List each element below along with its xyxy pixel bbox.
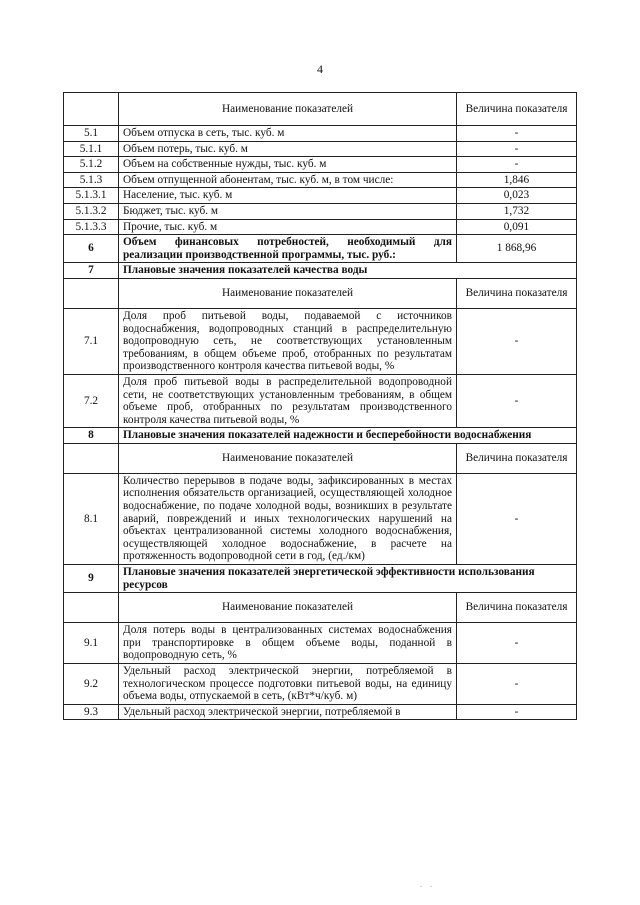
section-row <box>64 428 577 444</box>
row-number: 8.1 <box>64 473 119 564</box>
row-value: 0,091 <box>457 219 577 235</box>
row-number: 9.2 <box>64 664 119 705</box>
table-row <box>64 235 577 263</box>
header-num-cell <box>64 593 119 623</box>
section-number: 9 <box>64 565 119 593</box>
row-value: - <box>457 308 577 374</box>
page-number: 4 <box>317 62 323 76</box>
table-header-row <box>64 93 577 126</box>
row-name: Прочие, тыс. куб. м <box>119 219 457 235</box>
table-row <box>64 623 577 664</box>
row-number: 5.1.3.3 <box>64 219 119 235</box>
row-value: - <box>457 126 577 142</box>
row-name: Объем отпуска в сеть, тыс. куб. м <box>119 126 457 142</box>
row-value: - <box>457 473 577 564</box>
header-num-cell <box>64 443 119 473</box>
row-value: 1 868,96 <box>457 235 577 263</box>
header-num-cell <box>64 278 119 308</box>
section-row <box>64 565 577 593</box>
table-row <box>64 219 577 235</box>
row-name: Доля проб питьевой воды, подаваемой с источников водоснабжения, водопроводных станций в распределительную водопроводную сеть, не соответствующих установленным требованиям, в общем объеме проб, отобранных по результатам производственного контроля качества питьевой воды, % <box>119 308 457 374</box>
row-name: Удельный расход электрической энергии, потребляемой в <box>119 704 457 720</box>
table-header-row <box>64 593 577 623</box>
header-name-cell: Наименование показателей <box>119 443 457 473</box>
row-value: - <box>457 157 577 173</box>
row-number: 5.1.3 <box>64 172 119 188</box>
row-value: 0,023 <box>457 188 577 204</box>
row-value: - <box>457 141 577 157</box>
header-num-cell <box>64 93 119 126</box>
section-number: 8 <box>64 428 119 444</box>
row-name: Объем финансовых потребностей, необходимый для реализации производственной программы, тыс. руб.: <box>119 235 457 263</box>
section-title: Плановые значения показателей энергетической эффективности использования ресурсов <box>119 565 577 593</box>
table-header-row <box>64 443 577 473</box>
table-row <box>64 172 577 188</box>
header-name-cell: Наименование показателей <box>119 93 457 126</box>
row-value: 1,732 <box>457 203 577 219</box>
section-number: 7 <box>64 263 119 279</box>
section-title: Плановые значения показателей надежности и бесперебойности водоснабжения <box>119 428 577 444</box>
row-number: 5.1.3.1 <box>64 188 119 204</box>
row-name: Объем потерь, тыс. куб. м <box>119 141 457 157</box>
header-value-cell: Величина показателя <box>457 93 577 126</box>
table-row <box>64 203 577 219</box>
row-number: 5.1 <box>64 126 119 142</box>
table-row <box>64 704 577 720</box>
row-number: 9.3 <box>64 704 119 720</box>
row-number: 5.1.3.2 <box>64 203 119 219</box>
row-name: Количество перерывов в подаче воды, зафиксированных в местах исполнения обязательств организацией, осуществляющей холодное водоснабжение, по подаче холодной воды, возникших в результате аварий, повреждений и иных технологических нарушений на объектах централизованной системы холодного водоснабжения, осуществляющей холодное водоснабжение, в расчете на протяженность водопроводной сети в год, (ед./км) <box>119 473 457 564</box>
table-row <box>64 473 577 564</box>
row-number: 7.2 <box>64 374 119 427</box>
row-value: - <box>457 623 577 664</box>
table-row <box>64 141 577 157</box>
row-number: 7.1 <box>64 308 119 374</box>
table-row <box>64 126 577 142</box>
table-row <box>64 188 577 204</box>
row-name: Доля проб питьевой воды в распределительной водопроводной сети, не соответствующих установленным требованиям, в общем объеме проб, отобранных по результатам производственного контроля качества питьевой воды, % <box>119 374 457 427</box>
row-value: 1,846 <box>457 172 577 188</box>
header-value-cell: Величина показателя <box>457 593 577 623</box>
row-value: - <box>457 664 577 705</box>
header-name-cell: Наименование показателей <box>119 593 457 623</box>
header-value-cell: Величина показателя <box>457 278 577 308</box>
row-name: Объем на собственные нужды, тыс. куб. м <box>119 157 457 173</box>
table-row <box>64 664 577 705</box>
header-value-cell: Величина показателя <box>457 443 577 473</box>
table-header-row <box>64 278 577 308</box>
row-name: Бюджет, тыс. куб. м <box>119 203 457 219</box>
section-title: Плановые значения показателей качества воды <box>119 263 577 279</box>
row-number: 6 <box>64 235 119 263</box>
table-row <box>64 308 577 374</box>
row-value: - <box>457 704 577 720</box>
row-number: 5.1.1 <box>64 141 119 157</box>
table-row <box>64 374 577 427</box>
row-number: 5.1.2 <box>64 157 119 173</box>
row-name: Доля потерь воды в централизованных системах водоснабжения при транспортировке в общем объеме воды, поданной в водопроводную сеть, % <box>119 623 457 664</box>
section-row <box>64 263 577 279</box>
row-name: Население, тыс. куб. м <box>119 188 457 204</box>
indicators-table <box>63 92 577 720</box>
table-row <box>64 157 577 173</box>
row-name: Удельный расход электрической энергии, потребляемой в технологическом процессе подготовки питьевой воды, на единицу объема воды, отпускаемой в сеть, (кВт*ч/куб. м) <box>119 664 457 705</box>
row-value: - <box>457 374 577 427</box>
row-name: Объем отпущенной абонентам, тыс. куб. м, в том числе: <box>119 172 457 188</box>
row-number: 9.1 <box>64 623 119 664</box>
header-name-cell: Наименование показателей <box>119 278 457 308</box>
scan-marks: . . <box>420 880 435 889</box>
